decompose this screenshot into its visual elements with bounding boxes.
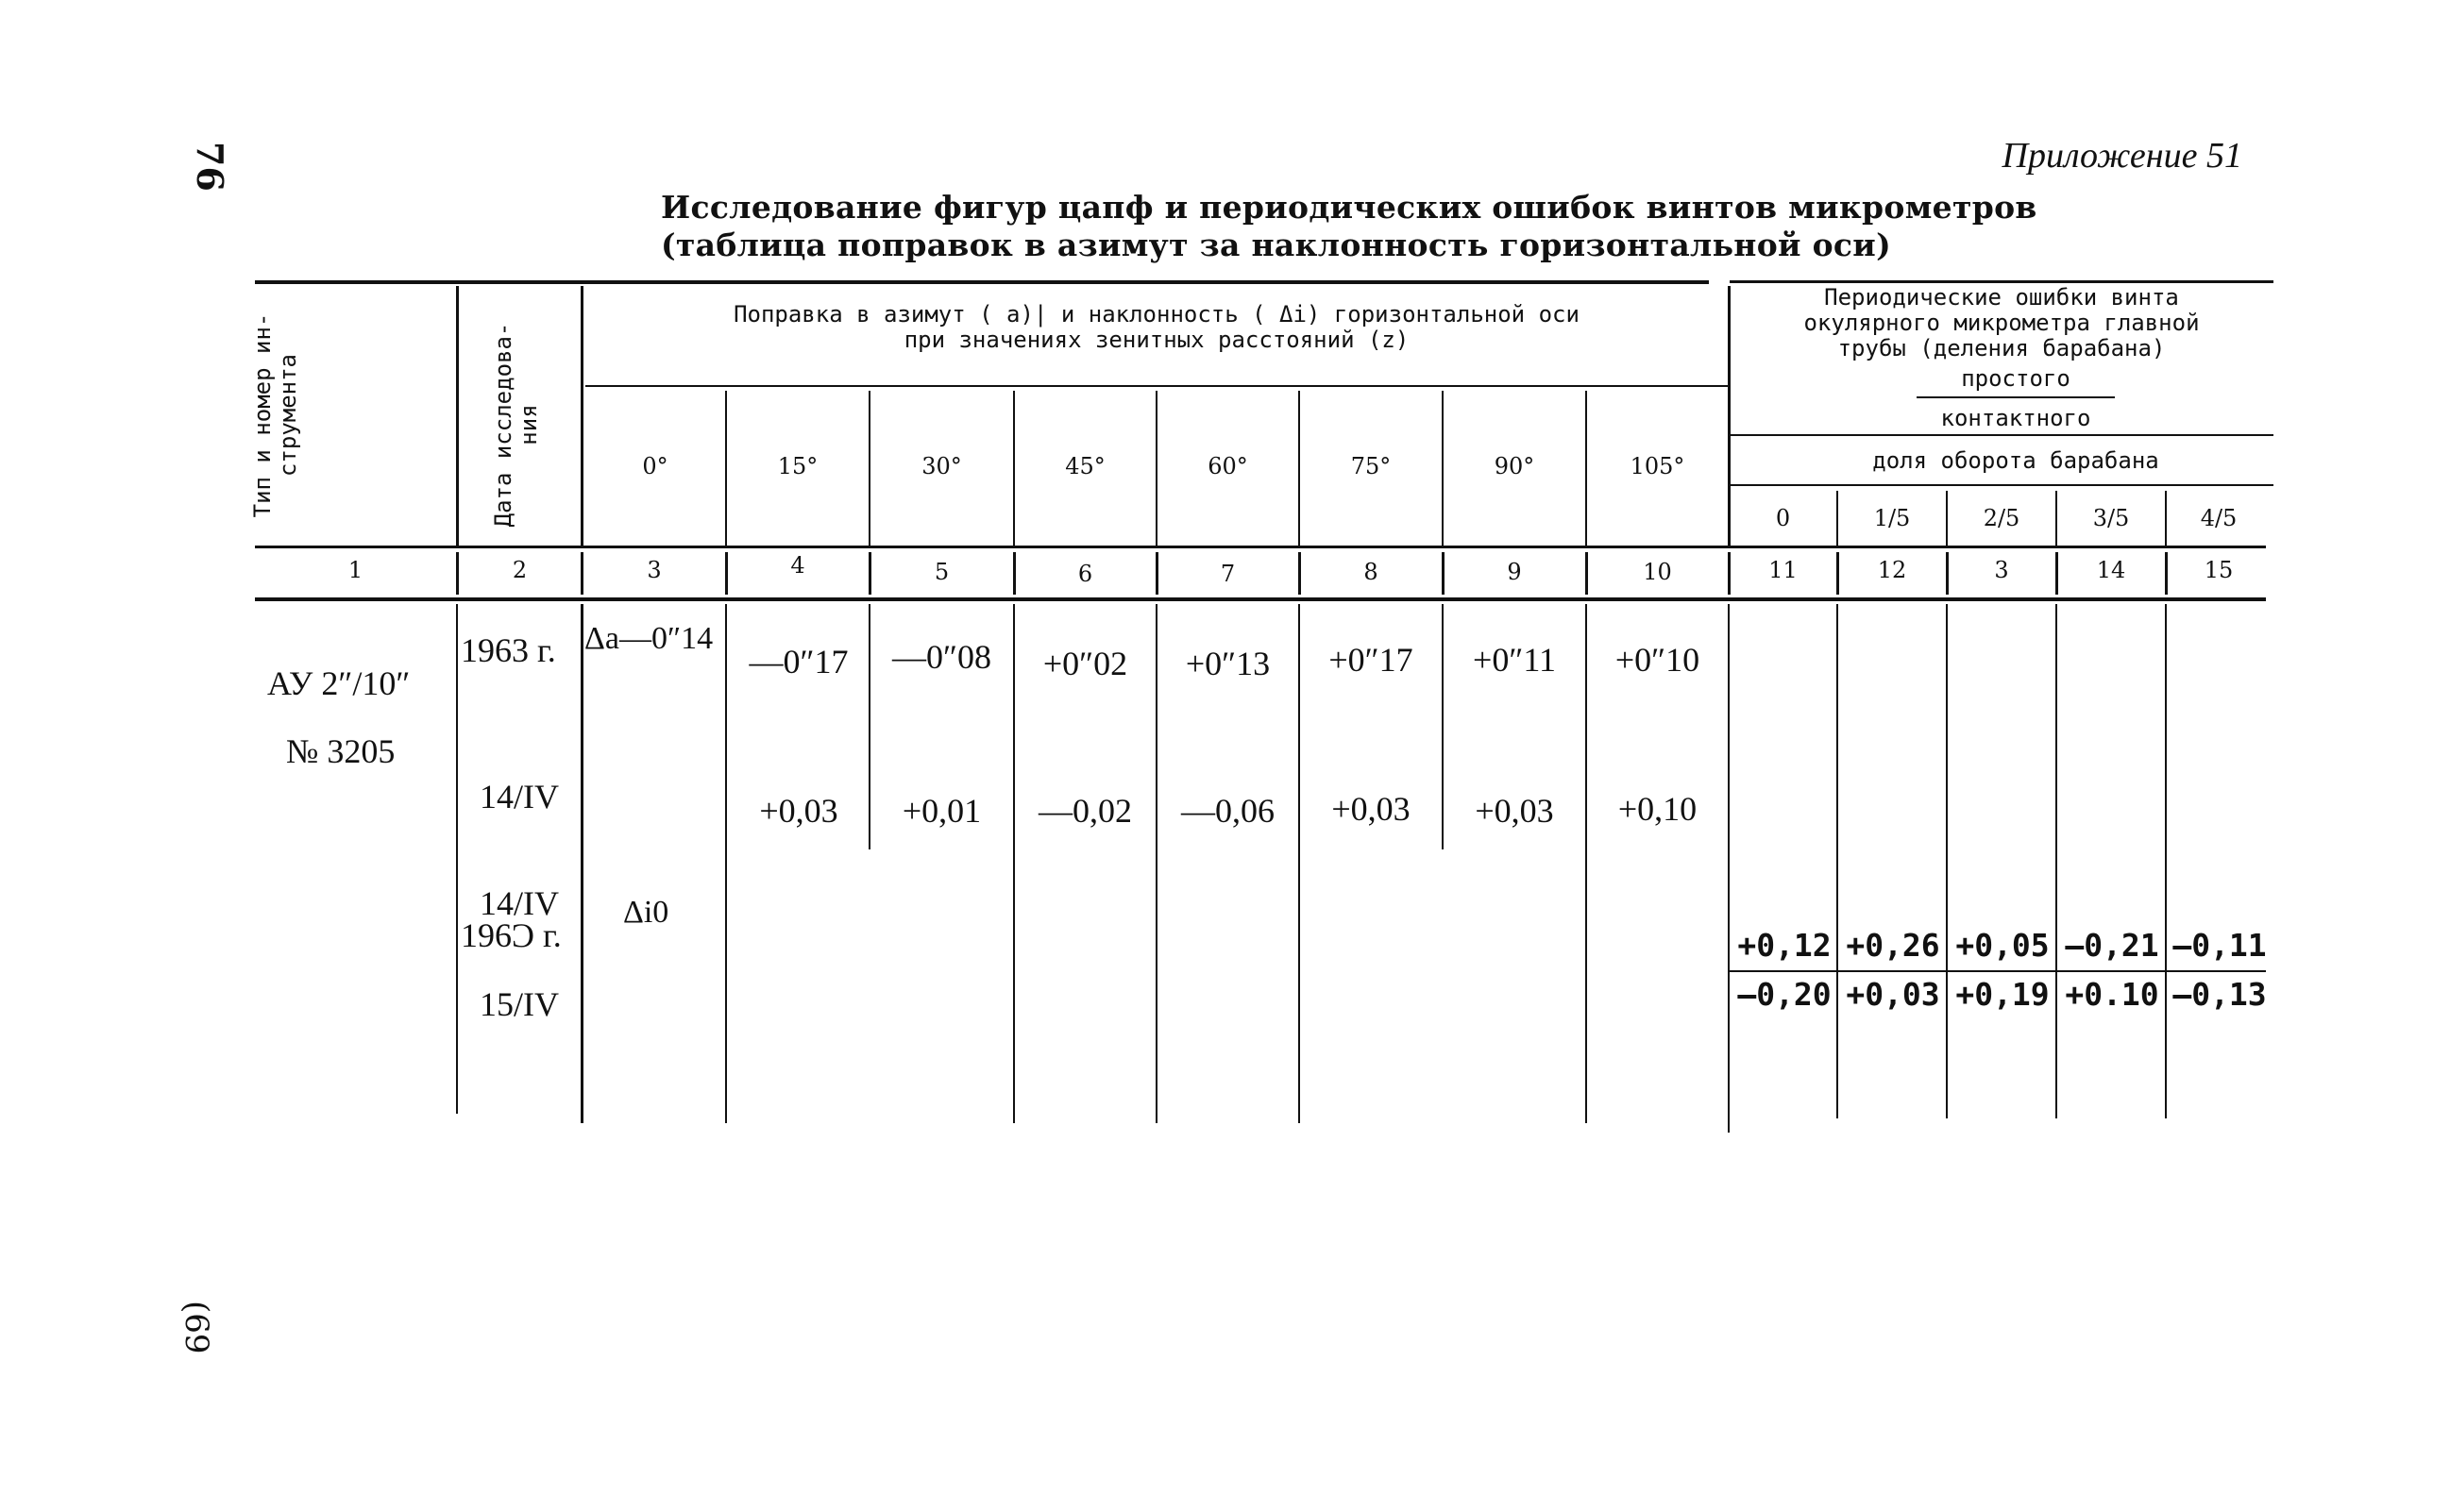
periodic-simple-0: +0,12: [1737, 927, 1832, 964]
appendix-label: Приложение 51: [2002, 136, 2242, 176]
periodic-simple-1-5: +0,26: [1846, 927, 1940, 964]
column-number-14: 14: [2096, 557, 2126, 583]
zenith-angle-45: 45°: [1065, 453, 1106, 479]
table-title: Исследование фигур цапф и периодических ошибок винтов микрометров: [661, 189, 2037, 226]
header-periodic-line1: Периодические ошибки винта: [1824, 284, 2179, 311]
azimuth-value-45: +0″02: [1042, 645, 1128, 682]
header-date-line1: Дата исследова-: [490, 322, 516, 528]
column-number-5: 5: [934, 559, 950, 585]
column-number-1: 1: [347, 557, 363, 583]
tilt-value-75: +0,03: [1331, 790, 1411, 828]
instrument-type: АУ 2″/10″: [267, 664, 411, 702]
column-number-12: 12: [1877, 557, 1907, 583]
tilt-value-30: +0,01: [902, 792, 982, 830]
header-correction-line2: при значениях зенитных расстояний (z): [904, 327, 1410, 353]
drum-fraction-0: 0: [1775, 505, 1791, 531]
header-instrument-line1: Тип и номер ин-: [249, 312, 276, 518]
azimuth-value-60: +0″13: [1185, 645, 1271, 682]
column-number-9: 9: [1507, 559, 1522, 585]
header-instrument: [250, 302, 301, 529]
periodic-simple-3-5: —0,21: [2065, 927, 2159, 964]
header-instrument-line2: струмента: [275, 353, 301, 478]
tilt-value-60: —0,06: [1181, 792, 1275, 830]
periodic-contact-4-5: —0,13: [2172, 976, 2267, 1013]
zenith-angle-0: 0°: [642, 453, 668, 479]
azimuth-value-30: —0″08: [892, 638, 991, 676]
page-number: 76: [189, 142, 231, 192]
tilt-value-90: +0,03: [1475, 792, 1554, 830]
header-periodic-line2: окулярного микрометра главной: [1803, 310, 2200, 336]
date-14-iv-a: 14/IV: [480, 778, 559, 815]
column-number-8: 8: [1363, 559, 1378, 585]
periodic-simple-4-5: —0,11: [2172, 927, 2267, 964]
azimuth-value-75: +0″17: [1328, 641, 1413, 679]
column-number-4: 4: [790, 552, 805, 579]
bottom-mark: (69: [177, 1301, 215, 1354]
instrument-number: № 3205: [286, 732, 396, 770]
header-date-line2: ния: [515, 404, 542, 445]
azimuth-label: Δa—0″14: [584, 621, 714, 656]
column-number-15: 15: [2204, 557, 2234, 583]
header-periodic-line3: трубы (деления барабана): [1837, 335, 2166, 361]
drum-fraction-1-5: 1/5: [1873, 505, 1911, 531]
periodic-contact-3-5: +0.10: [2065, 976, 2159, 1013]
azimuth-value-90: +0″11: [1473, 641, 1556, 679]
column-number-13: 3: [1994, 557, 2009, 583]
periodic-contact-1-5: +0,03: [1846, 976, 1940, 1013]
azimuth-value-105: +0″10: [1614, 641, 1700, 679]
zenith-angle-30: 30°: [921, 453, 962, 479]
header-simple: простого: [1961, 365, 2070, 392]
zenith-angle-15: 15°: [777, 453, 819, 479]
date-1963: 1963 г.: [461, 631, 556, 669]
header-date: [491, 311, 542, 538]
header-contact: контактного: [1940, 405, 2091, 431]
column-number-11: 11: [1768, 557, 1798, 583]
drum-fraction-4-5: 4/5: [2200, 505, 2238, 531]
periodic-contact-2-5: +0,19: [1955, 976, 2050, 1013]
zenith-angle-75: 75°: [1350, 453, 1392, 479]
azimuth-value-15: —0″17: [749, 643, 849, 680]
zenith-angle-105: 105°: [1630, 453, 1685, 479]
column-number-10: 10: [1643, 559, 1672, 585]
column-number-6: 6: [1077, 561, 1093, 587]
header-correction-line1: Поправка в азимут ( a)| и наклонность ( Δi) горизонтальной оси: [734, 301, 1580, 328]
header-correction: [590, 302, 1723, 353]
header-periodic: [1732, 285, 2271, 361]
column-number-3: 3: [647, 557, 662, 583]
date-1960: 196Ͻ г.: [461, 916, 562, 954]
header-drum-fraction: доля оборота барабана: [1872, 447, 2159, 474]
drum-fraction-2-5: 2/5: [1983, 505, 2020, 531]
periodic-simple-2-5: +0,05: [1955, 927, 2050, 964]
tilt-value-105: +0,10: [1617, 790, 1698, 828]
column-number-2: 2: [512, 557, 528, 583]
zenith-angle-90: 90°: [1494, 453, 1535, 479]
drum-fraction-3-5: 3/5: [2092, 505, 2130, 531]
date-14-iv-b: 14/IV: [480, 884, 559, 922]
tilt-value-15: +0,03: [759, 792, 838, 830]
zenith-angle-60: 60°: [1208, 453, 1248, 479]
date-15-iv: 15/IV: [480, 985, 559, 1023]
tilt-label: Δi0: [623, 895, 669, 930]
periodic-contact-0: —0,20: [1737, 976, 1832, 1013]
table-subtitle: (таблица поправок в азимут за наклонность горизонтальной оси): [661, 227, 1891, 263]
tilt-value-45: —0,02: [1039, 792, 1132, 830]
column-number-7: 7: [1220, 561, 1236, 587]
